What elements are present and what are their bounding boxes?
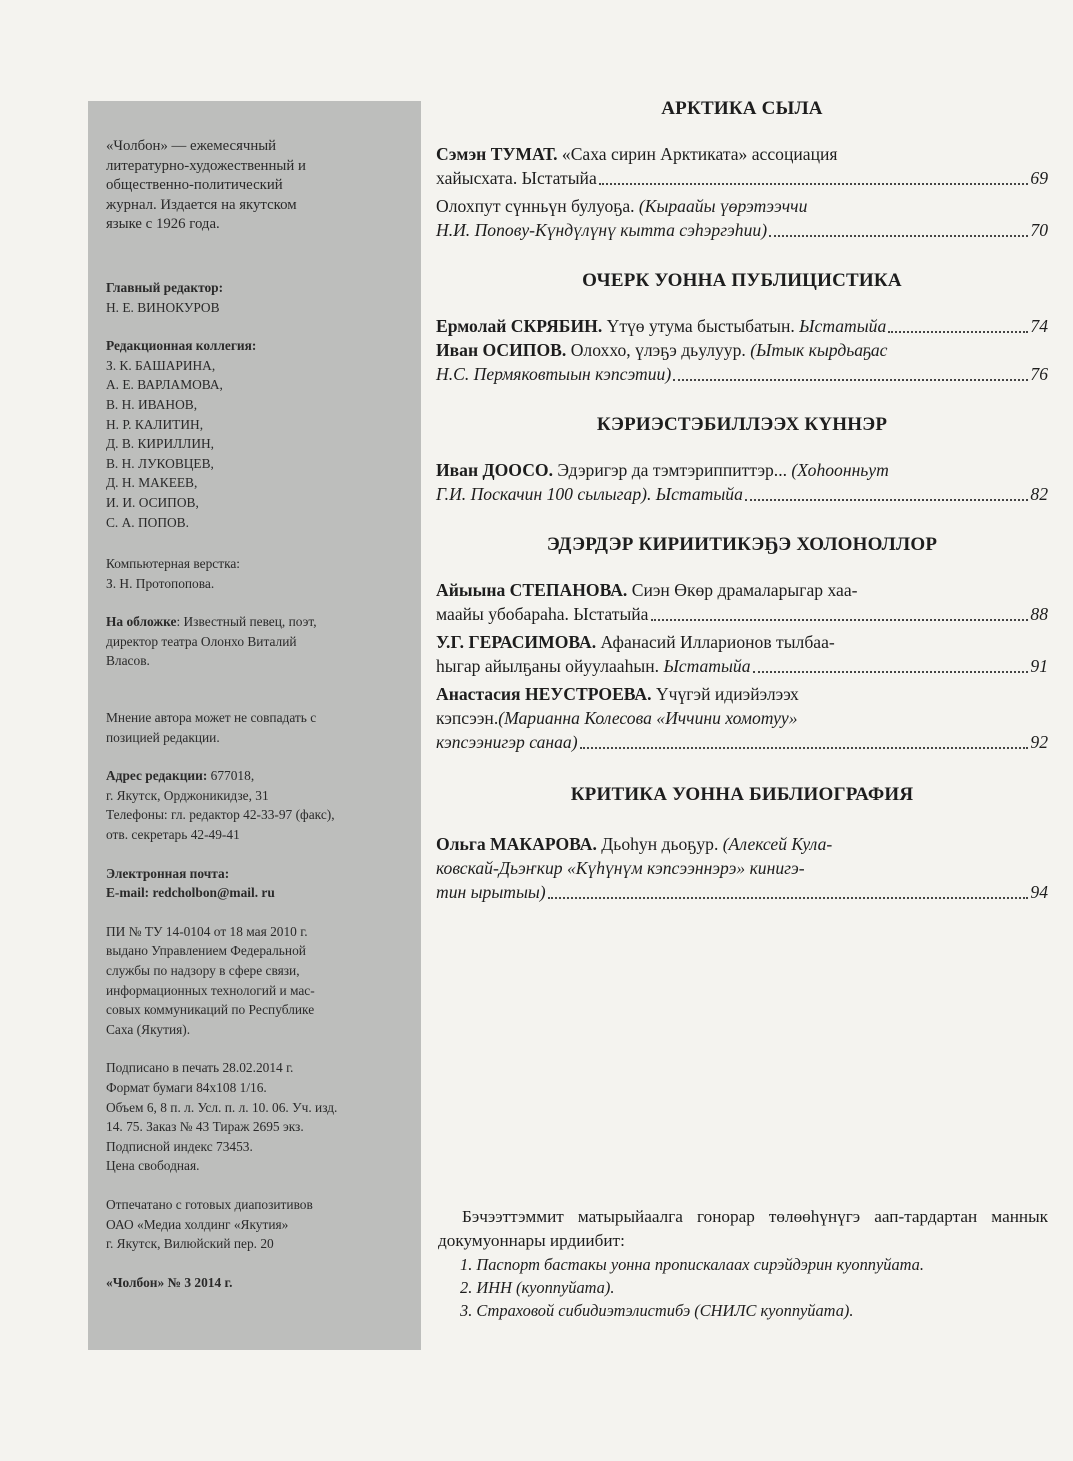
layout-label: Компьютерная верстка: [106,556,241,572]
toc-entry [436,630,1048,678]
dot-leader [548,897,1029,899]
dot-leader [580,747,1029,749]
license-line: службы по надзору в сфере связи, [106,963,300,978]
address-text: Телефоны: гл. редактор 42-33-97 (факс), [106,807,335,823]
printer-line: г. Якутск, Вилюйский пер. 20 [106,1236,274,1252]
page-number: 69 [1030,168,1048,188]
intro-line: журнал. Издается на якутском [106,196,297,213]
entry-subtitle: (Марианна Колесова «Иччини хомотуу» [498,708,798,728]
toc-section [436,782,1048,904]
license-line: Саха (Якутия). [106,1021,191,1037]
page-number: 92 [1030,732,1048,752]
license-line: совых коммуникаций по Республике [106,1002,315,1018]
cover-text: директор театра Олонхо Виталий [106,633,297,649]
entry-title: Олоххо, үлэҕэ дьулуур. [566,340,751,360]
entry-title: һыгар айылҕаны ойуулааһын. [436,656,664,676]
entry-subtitle: ковскай-Дьэҥкир «Күһүнүм кэпсээннэрэ» кинигэ- [436,858,805,878]
toc-entry [436,682,1048,754]
disclaimer-line: позицией редакции. [106,729,220,745]
opinion-disclaimer [106,708,407,747]
dot-leader [599,183,1029,185]
print-line: Подписной индекс 73453. [106,1138,253,1154]
dot-leader [753,671,1029,673]
entry-title: «Саха сирин Арктиката» ассоциация [557,144,838,164]
board-member: Д. Н. МАКЕЕВ, [106,475,198,491]
table-of-contents [436,96,1048,904]
entry-title: Эдэригэр да тэмтэриппиттэр... [553,460,792,480]
entry-subtitle: (Ытык кырдьаҕас [750,340,888,360]
entry-subtitle: Г.И. Поскачин 100 сылыгар). Ыстатыйа [436,484,743,504]
editorial-address [106,766,407,844]
disclaimer-line: Мнение автора может не совпадать с [106,710,317,726]
dot-leader [769,235,1028,237]
page-number: 94 [1030,882,1048,902]
board-member: С. А. ПОПОВ. [106,514,189,530]
print-line: Формат бумаги 84х108 1/16. [106,1079,267,1095]
printer-line: ОАО «Медиа холдинг «Якутия» [106,1216,289,1232]
entry-author: Айыына СТЕПАНОВА. [436,580,628,600]
section-title: АРКТИКА СЫЛА [661,98,823,119]
page-number: 74 [1030,316,1048,336]
address-label: Адрес редакции: [106,768,208,784]
entry-title: Үтүө утума быстыбатын. [602,316,800,336]
cover-text: Власов. [106,653,150,669]
address-text: г. Якутск, Орджоникидзе, 31 [106,787,269,803]
intro-line: языке с 1926 года. [106,216,220,233]
toc-section [436,532,1048,754]
note-item: 3. Страховой сибидиэтэлистибэ (СНИЛС куоппуйата). [460,1301,854,1320]
toc-entry [436,142,1048,190]
toc-entry [436,458,1048,506]
page-number: 82 [1030,484,1048,504]
entry-title: Афанасий Илларионов тылбаа- [596,632,835,652]
board-member: З. К. БАШАРИНА, [106,357,216,373]
cover-credit [106,612,407,671]
entry-subtitle: Ыстатыйа [663,656,751,676]
entry-author: Анастасия НЕУСТРОЕВА. [436,684,652,704]
dot-leader [745,499,1029,501]
section-title: КЭРИЭСТЭБИЛЛЭЭХ КҮННЭР [596,414,888,435]
board-member: Н. Р. КАЛИТИН, [106,416,204,432]
toc-entry [436,832,1048,904]
license-line: выдано Управлением Федеральной [106,943,306,959]
intro-line: «Чолбон» — ежемесячный [106,138,277,154]
note-intro: Бэчээттэммит матырыйаалга гонорар төлөөһүнүгэ аап-тардартан маннык докумуоннары ирдиибит: [438,1207,1048,1250]
printer-line: Отпечатано с готовых диапозитивов [106,1196,313,1212]
chief-editor-name: Н. Е. ВИНОКУРОВ [106,299,220,315]
intro-line: литературно-художественный и [106,157,306,174]
section-title: ОЧЕРК УОННА ПУБЛИЦИСТИКА [582,270,902,291]
print-line: Цена свободная. [106,1158,200,1174]
layout-credit [106,554,407,593]
editorial-board [106,336,407,532]
toc-entry [436,338,1048,386]
board-member: В. Н. ИВАНОВ, [106,396,198,412]
entry-subtitle: Н.И. Попову-Күндүлүнү кытта сэһэргэһии) [436,220,768,240]
toc-entry [436,578,1048,626]
board-member: И. И. ОСИПОВ, [106,494,199,510]
toc-section [436,96,1048,242]
intro-line: общественно-политический [106,177,283,194]
printer-info [106,1195,407,1254]
toc-section [436,268,1048,386]
issue-label: «Чолбон» № 3 2014 г. [106,1274,233,1290]
entry-subtitle: (Кыраайы үөрэтээччи [638,196,808,216]
entry-title: кэпсээн. [436,708,499,728]
chief-editor-label: Главный редактор: [106,279,224,295]
entry-subtitle: тин ырытыы) [436,882,546,902]
email-block [106,864,407,903]
entry-author: У.Г. ГЕРАСИМОВА. [436,632,597,652]
chief-editor [106,278,407,317]
toc-section [436,412,1048,506]
toc-entry [436,314,1048,338]
entry-title: Олохпут сүнньүн булуоҕа. [436,196,639,216]
license-line: информационных технологий и мас- [106,982,315,998]
entry-subtitle: (Хоһоонньут [791,460,889,480]
page-number: 88 [1030,604,1048,624]
entry-author: Ольга МАКАРОВА. [436,834,597,854]
print-details [106,1058,407,1176]
page-number: 70 [1030,220,1048,240]
royalty-note [438,1205,1048,1322]
address-text: 677018, [207,768,255,784]
entry-title: Сиэн Өкөр драмаларыгар хаа- [627,580,858,600]
entry-subtitle: Н.С. Пермяковтыын кэпсэтии) [436,364,672,384]
journal-description [106,137,407,235]
entry-subtitle: кэпсээнигэр санаа) [436,732,578,752]
cover-text: : Известный певец, поэт, [176,614,317,630]
board-member: А. Е. ВАРЛАМОВА, [106,377,223,393]
entry-subtitle: Ыстатыйа [799,316,887,336]
entry-title: маайы убобараһа. Ыстатыйа [436,604,649,624]
entry-author: Иван ДООСО. [436,460,553,480]
license-line: ПИ № ТУ 14-0104 от 18 мая 2010 г. [106,923,308,939]
print-line: Объем 6, 8 п. л. Усл. п. л. 10. 06. Уч. изд. [106,1099,338,1115]
entry-title: хайысхата. Ыстатыйа [436,168,597,188]
imprint-sidebar [88,101,421,1350]
address-text: отв. секретарь 42-49-41 [106,827,240,843]
dot-leader [888,331,1028,333]
toc-entry [436,194,1048,242]
note-item: 2. ИНН (куоппуйата). [460,1278,615,1297]
entry-author: Иван ОСИПОВ. [436,340,567,360]
page-number: 91 [1030,656,1048,676]
registration-license [106,922,407,1040]
dot-leader [651,619,1029,621]
dot-leader [673,379,1028,381]
entry-author: Ермолай СКРЯБИН. [436,316,603,336]
page-number: 76 [1030,364,1048,384]
entry-subtitle: (Алексей Кула- [722,834,833,854]
note-item: 1. Паспорт бастакы уонна пропискалаах сирэйдэрин куоппуйата. [460,1255,924,1274]
cover-label: На обложке [106,614,177,630]
issue-number [106,1273,407,1293]
entry-author: Сэмэн ТУМАТ. [436,144,558,164]
section-title: КРИТИКА УОННА БИБЛИОГРАФИЯ [570,784,914,805]
section-title: ЭДЭРДЭР КИРИИТИКЭҔЭ ХОЛОНОЛЛОР [546,534,938,555]
editorial-board-label: Редакционная коллегия: [106,338,257,354]
email-label: Электронная почта: [106,865,230,881]
layout-name: З. Н. Протопопова. [106,575,215,591]
print-line: 14. 75. Заказ № 43 Тираж 2695 экз. [106,1119,304,1135]
email-address: E-mail: redcholbon@mail. ru [106,885,275,901]
board-member: Д. В. КИРИЛЛИН, [106,436,215,452]
entry-title: Үчүгэй идиэйэлээх [651,684,799,704]
print-line: Подписано в печать 28.02.2014 г. [106,1060,294,1076]
entry-title: Дьоһун дьоҕур. [596,834,723,854]
board-member: В. Н. ЛУКОВЦЕВ, [106,455,214,471]
